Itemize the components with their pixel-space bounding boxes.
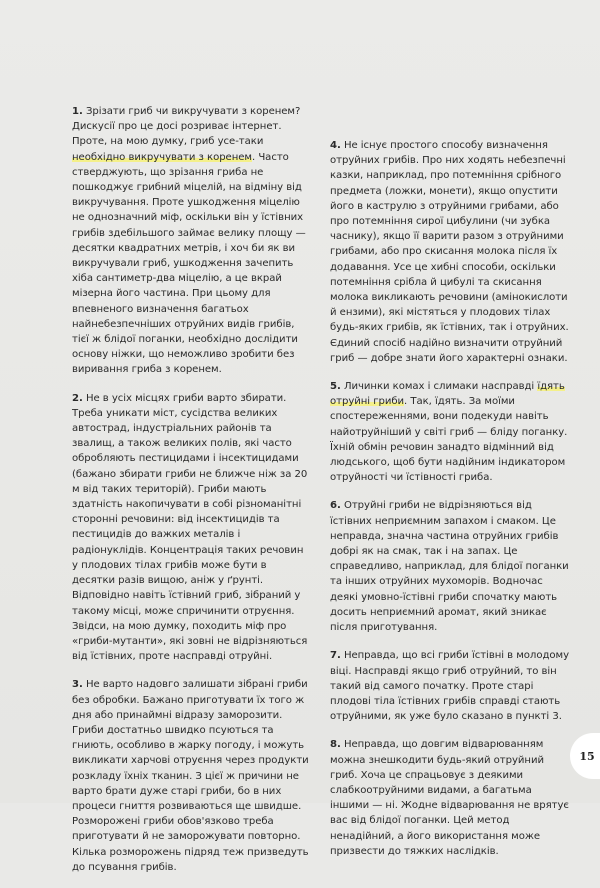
tip-text: Не варто надовго залишати зібрані гриби без обробки. Бажано приготувати їх того ж дня або принаймні відразу заморозити. Гриби достатньо швидко псуються та гниють, особливо в жарку погоду, і можуть викликати харчові отруєння через продукти розкладу їхніх тканин. З цієї ж причини не варто брати дуже старі гриби, бо в них процеси гниття розвиваються ще швидше. Розморожені гриби обов'язково треба приготувати й не заморожувати повторно. Кілька розморожень підряд теж призведуть до псування грибів. (72, 679, 309, 873)
page-number: 15 (579, 749, 595, 763)
tip-7 (330, 648, 570, 724)
tip-4 (330, 138, 570, 366)
tip-6 (330, 498, 570, 635)
tip-number: 7. (330, 650, 341, 662)
tip-number: 2. (72, 392, 83, 404)
tip-number: 4. (330, 140, 341, 151)
tip-number: 1. (72, 106, 83, 117)
tip-text: Личинки комах і слимаки насправді (343, 381, 538, 393)
tip-number: 6. (330, 500, 341, 512)
tip-text: Неправда, що всі гриби їстівні в молодому віці. Насправді якщо гриб отруйний, то він такий від самого початку. Проте старі плодові тіла їстівних грибів справді стають отруйними, як уже було сказано в пункті 3. (330, 650, 569, 723)
right-column (330, 138, 570, 872)
tip-2 (72, 391, 310, 665)
tip-8 (330, 737, 570, 859)
tip-text: Зрізати гриб чи викручувати з коренем? Дискусії про це досі розриває інтернет. Проте, на мою думку, гриб усе-таки (72, 106, 301, 148)
tip-text-cont: . Часто стверджують, що зрізання гриба не пошкоджує грибний міцелій, на відміну від викручування. Проте ушкодження міцелію не однозначний міф, оскільки він у їстівних грибів здебільшого займає велику площу — десятки квадратних метрів, і хоч би як ви викручували гриб, ушкодження зачепить хіба сантиметр-два міцелію, а це вкрай мізерна його частина. При цьому для впевненого визначення багатьох найнебезпечніших отруйних видів грибів, тієї ж блідої поганки, необхідно дослідити основу ніжки, що неможливо зробити без виривання гриба з коренем. (72, 151, 306, 376)
tip-number: 8. (330, 739, 341, 751)
highlighted-text: необхідно викручувати з коренем (72, 151, 252, 163)
tip-text-cont: . Так, їдять. За моїми спостереженнями, вони подекуди навіть найотруйніший у світі гриб — бліду поганку. Їхній обмін речовин занадто відмінний від людського, щоб бути надійним індикатором отруйності чи їстівності гриба. (330, 396, 568, 484)
tip-text: Не існує простого способу визначення отруйних грибів. Про них ходять небезпечні казки, наприклад, про потемніння срібного предмета (ложки, монети), якщо опустити його в каструлю з отруйними грибами, або про потемніння сирої цибулини (чи зубка часнику), якщо її варити разом з отруйними грибами, або про скисання молока після їх додавання. Усе це хибні способи, оскільки потемніння срібла й цибулі та скисання молока викликають речовини (амінокислоти й ензими), які містяться у плодових тілах будь-яких грибів, як їстівних, так і отруйних. Єдиний спосіб надійно визначити отруйний гриб — добре знати його характерні ознаки. (330, 140, 569, 364)
tip-number: 5. (330, 381, 341, 393)
left-column (72, 104, 310, 888)
highlighted-text: їдять отруйні гриби (330, 381, 565, 408)
tip-number: 3. (72, 679, 83, 691)
tip-text: Неправда, що довгим відварюванням можна знешкодити будь-який отруйний гриб. Хоча це спрацьовує з деякими слабкоотруйними видами, а багатьма іншими — ні. Жодне відварювання не врятує вас від блідої поганки. Цей метод ненадійний, а його використання може призвести до тяжких наслідків. (330, 739, 569, 857)
tip-text: Отруйні гриби не відрізняються від їстівних неприємним запахом і смаком. Це неправда, значна частина отруйних грибів добрі як на смак, так і на запах. Це справедливо, наприклад, для блідої поганки та інших отруйних мухоморів. Водночас деякі умовно-їстівні гриби спочатку мають досить неприємний аромат, який зникає після приготування. (330, 500, 569, 634)
tip-3 (72, 677, 310, 875)
page-number-tab (570, 733, 600, 779)
tip-text: Не в усіх місцях гриби варто збирати. Треба уникати міст, сусідства великих автострад, індустріальних районів та звалищ, а також великих полів, які часто обробляють пестицидами і інсектицидами (бажано збирати гриби не ближче ніж за 20 м від таких територій). Гриби мають здатність накопичувати в собі різноманітні сторонні речовини: від інсектицидів та пестицидів до важких металів і радіонуклідів. Концентрація таких речовин у плодових тілах грибів може бути в десятки разів вищою, аніж у ґрунті. Відповідно навіть їстівний гриб, зібраний у такому місці, може спричинити отруєння. Звідси, на мою думку, походить міф про «гриби-мутанти», які зовні не відрізняються від їстівних, проте насправді отруйні. (72, 392, 308, 663)
tip-5 (330, 379, 570, 485)
tip-1 (72, 104, 310, 378)
